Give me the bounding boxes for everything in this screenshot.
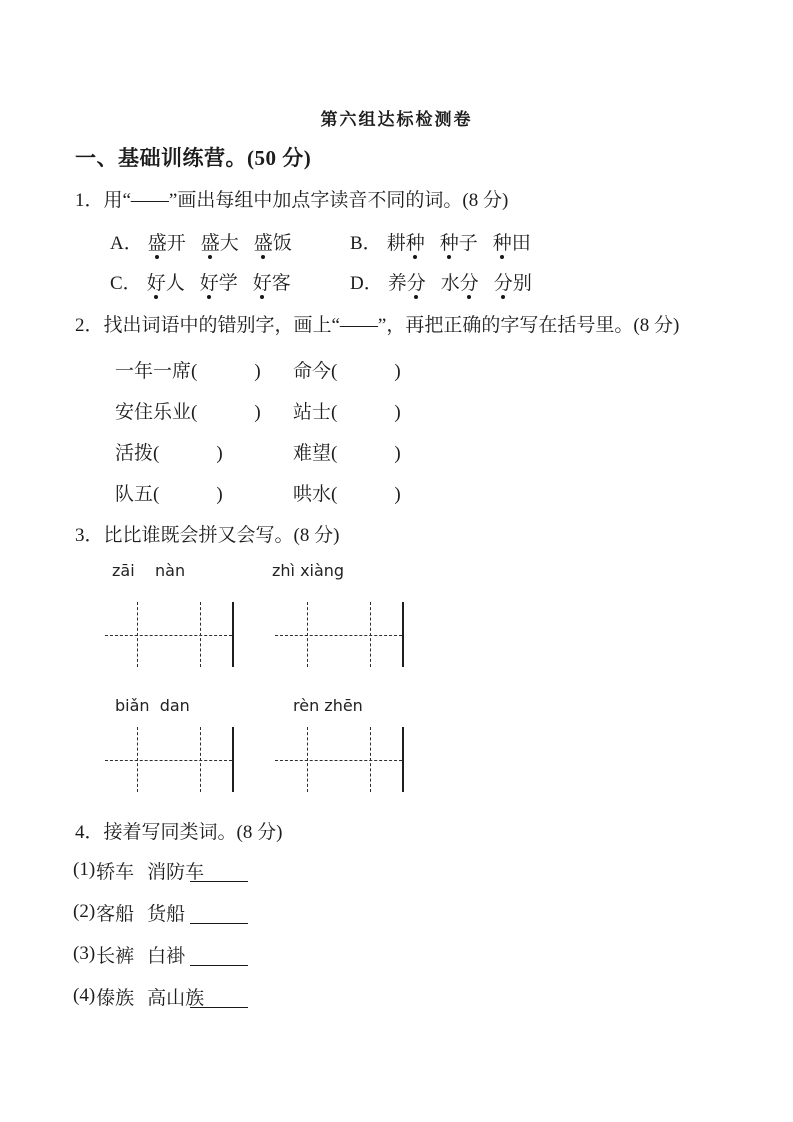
option-label: A．: [110, 232, 143, 254]
dotted-char: 盛: [148, 228, 167, 255]
writing-grid: [105, 727, 234, 792]
dotted-char: 盛: [201, 228, 220, 255]
section-heading: 一、基础训练营。(50 分): [75, 146, 312, 170]
dotted-word: [200, 268, 238, 295]
grid-dashed-line: [275, 760, 402, 761]
dotted-char: 种: [493, 228, 512, 255]
q2-word-blank: 难望( ): [293, 443, 401, 464]
pinyin-label: zāi nàn: [112, 561, 186, 580]
q2-word-blank: 站士( ): [293, 402, 401, 423]
dotted-word: [254, 228, 292, 255]
q4-item: [73, 975, 248, 1017]
dotted-word: [440, 228, 478, 255]
item-word: 轿车: [96, 861, 135, 883]
q2-word-blank: 一年一席( ): [115, 361, 261, 382]
question-4-items: [73, 849, 248, 1017]
char: 开: [166, 232, 186, 254]
q2-word-blank: 哄水( ): [293, 484, 401, 505]
q2-row: [115, 390, 401, 431]
char: 别: [512, 272, 532, 294]
option-label: D．: [350, 272, 383, 294]
item-number: (2): [73, 901, 96, 922]
option-row: [110, 221, 710, 261]
dotted-word: [388, 268, 426, 295]
option-b: [350, 228, 546, 255]
question-1-text: 1．用“——”画出每组中加点字读音不同的词。(8 分): [75, 190, 509, 211]
item-word: 消防车: [147, 861, 205, 883]
option-label: B．: [350, 232, 382, 254]
char: 水: [440, 272, 460, 294]
option-d: [350, 268, 547, 295]
option-a: [110, 228, 350, 255]
grid-dashed-line: [105, 760, 232, 761]
dotted-word: [494, 268, 532, 295]
answer-blank-line: [190, 985, 248, 1008]
item-word: 白褂: [147, 945, 186, 967]
dotted-char: 分: [494, 268, 513, 295]
option-row: [110, 261, 710, 301]
writing-grid: [275, 602, 404, 667]
item-word: 高山族: [147, 987, 205, 1009]
grid-dashed-line: [105, 635, 232, 636]
item-word: 傣族: [96, 987, 135, 1009]
question-3-text: 3．比比谁既会拼又会写。(8 分): [75, 525, 340, 546]
q2-row: [115, 431, 401, 472]
pinyin-label: biǎn dan: [115, 696, 190, 715]
char: 耕: [386, 232, 406, 254]
char: 养: [387, 272, 407, 294]
item-word: 客船: [96, 903, 135, 925]
q4-item: [73, 849, 248, 891]
item-word: 货船: [147, 903, 186, 925]
q4-item: [73, 933, 248, 975]
dotted-word: [201, 228, 239, 255]
pinyin-label: rèn zhēn: [293, 696, 363, 715]
item-number: (3): [73, 943, 96, 964]
answer-blank-line: [190, 943, 248, 966]
answer-blank-line: [190, 901, 248, 924]
dotted-char: 好: [253, 268, 272, 295]
item-number: (4): [73, 985, 96, 1006]
q2-word-blank: 活拨( ): [115, 443, 223, 464]
q2-word-blank: 队五( ): [115, 484, 223, 505]
q2-row: [115, 472, 401, 513]
q2-row: [115, 349, 401, 390]
char: 客: [271, 272, 291, 294]
writing-grid: [275, 727, 404, 792]
item-word: 长裤: [96, 945, 135, 967]
pinyin-label: zhì xiàng: [272, 561, 345, 580]
dotted-char: 好: [200, 268, 219, 295]
q4-item-words: [73, 983, 205, 1010]
dotted-word: [253, 268, 291, 295]
char: 人: [165, 272, 185, 294]
grid-dashed-line: [275, 635, 402, 636]
writing-grid: [105, 602, 234, 667]
dotted-word: [147, 268, 185, 295]
char: 田: [511, 232, 531, 254]
option-label: C．: [110, 272, 142, 294]
item-number: (1): [73, 859, 96, 880]
char: 学: [218, 272, 238, 294]
dotted-word: [387, 228, 425, 255]
q4-item-words: [73, 899, 190, 926]
char: 饭: [272, 232, 292, 254]
q4-item-words: [73, 857, 205, 884]
q4-item: [73, 891, 248, 933]
dotted-word: [148, 228, 186, 255]
char: 大: [219, 232, 239, 254]
dotted-word: [441, 268, 479, 295]
page-title: 第六组达标检测卷: [320, 110, 473, 129]
dotted-char: 好: [147, 268, 166, 295]
option-c: [110, 268, 350, 295]
dotted-word: [493, 228, 531, 255]
dotted-char: 种: [406, 228, 425, 255]
q4-item-words: [73, 941, 190, 968]
question-2-word-list: [115, 349, 401, 513]
question-1-options: [110, 221, 710, 301]
question-2-text: 2．找出词语中的错别字，画上“——”，再把正确的字写在括号里。(8 分): [75, 315, 680, 336]
dotted-char: 分: [407, 268, 426, 295]
dotted-char: 分: [460, 268, 479, 295]
dotted-char: 种: [440, 228, 459, 255]
question-4-text: 4．接着写同类词。(8 分): [75, 822, 283, 843]
dotted-char: 盛: [254, 228, 273, 255]
q2-word-blank: 命今( ): [293, 361, 401, 382]
answer-blank-line: [190, 859, 248, 882]
char: 子: [458, 232, 478, 254]
q2-word-blank: 安住乐业( ): [115, 402, 261, 423]
